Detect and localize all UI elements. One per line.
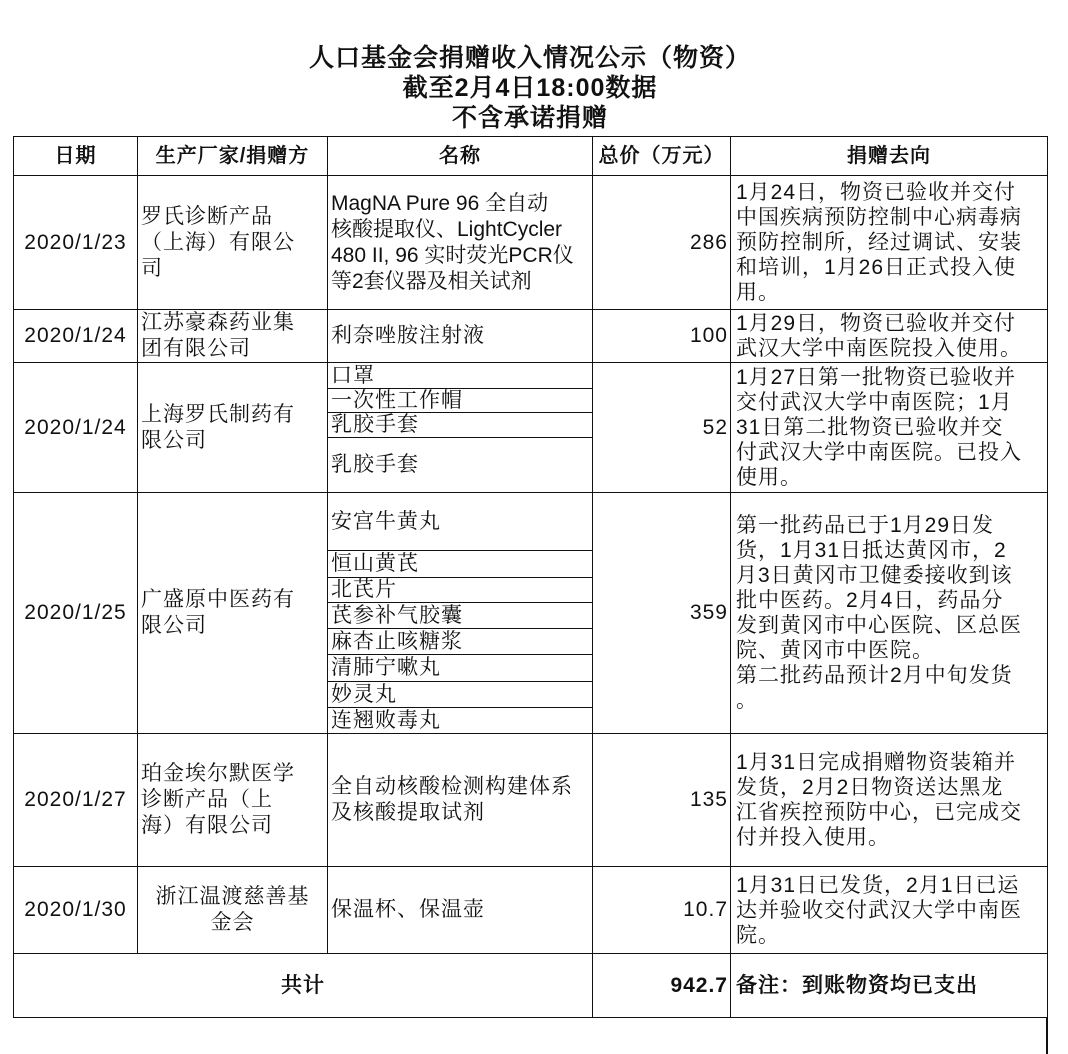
table-row — [14, 493, 1048, 551]
row-5-date: 2020/1/27 — [14, 734, 138, 867]
row-3-date: 2020/1/24 — [14, 363, 138, 493]
total-label: 共计 — [14, 954, 593, 1018]
row-2-donor: 江苏豪森药业集 团有限公司 — [138, 310, 328, 363]
row-4-item-1: 安宫牛黄丸 — [328, 493, 593, 551]
row-5-item: 全自动核酸检测构建体系 及核酸提取试剂 — [328, 734, 593, 867]
row-4-item-6: 清肺宁嗽丸 — [328, 655, 593, 682]
row-5-total: 135 — [593, 734, 731, 867]
row-2-destination: 1月29日，物资已验收并交付 武汉大学中南医院投入使用。 — [731, 310, 1048, 363]
row-5-destination: 1月31日完成捐赠物资装箱并 发货，2月2日物资送达黑龙 江省疾控预防中心，已完成交 付并投入使用。 — [731, 734, 1048, 867]
row-2-total: 100 — [593, 310, 731, 363]
row-6-total: 10.7 — [593, 867, 731, 954]
grand-total-value: 942.7 — [593, 954, 731, 1018]
row-3-donor: 上海罗氏制药有 限公司 — [138, 363, 328, 493]
row-5-donor: 珀金埃尔默医学 诊断产品（上 海）有限公司 — [138, 734, 328, 867]
page-subtitle-cutoff: 截至2月4日18:00数据 — [402, 74, 658, 102]
row-4-item-7: 妙灵丸 — [328, 682, 593, 708]
table-row — [14, 363, 1048, 389]
header-destination: 捐赠去向 — [731, 137, 1048, 176]
header-donor: 生产厂家/捐赠方 — [138, 137, 328, 176]
row-4-donor: 广盛原中医药有 限公司 — [138, 493, 328, 734]
row-2-date: 2020/1/24 — [14, 310, 138, 363]
row-2-item: 利奈唑胺注射液 — [328, 310, 593, 363]
row-4-item-5: 麻杏止咳糖浆 — [328, 629, 593, 655]
row-4-item-4: 芪参补气胶囊 — [328, 603, 593, 629]
row-4-destination: 第一批药品已于1月29日发 货，1月31日抵达黄冈市，2 月3日黄冈市卫健委接收到该 批中医药。2月4日，药品分 发到黄冈市中心医院、区总医 院、黄冈市中医院。 第二批药品预计2月中旬发货 。 — [731, 493, 1048, 734]
row-3-item-4: 乳胶手套 — [328, 438, 593, 493]
header-item-name: 名称 — [328, 137, 593, 176]
row-3-item-3: 乳胶手套 — [328, 413, 593, 438]
row-6-donor: 浙江温渡慈善基 金会 — [138, 867, 328, 954]
table-row — [14, 176, 1048, 310]
table-row — [14, 310, 1048, 363]
title-block — [13, 43, 1047, 133]
row-1-date: 2020/1/23 — [14, 176, 138, 310]
header-total-price: 总价（万元） — [593, 137, 731, 176]
row-4-total: 359 — [593, 493, 731, 734]
row-3-item-2: 一次性工作帽 — [328, 389, 593, 413]
row-4-item-8: 连翘败毒丸 — [328, 708, 593, 734]
row-4-date: 2020/1/25 — [14, 493, 138, 734]
row-3-destination: 1月27日第一批物资已验收并 交付武汉大学中南医院；1月 31日第二批物资已验收并交 付武汉大学中南医院。已投入 使用。 — [731, 363, 1048, 493]
row-1-item: MagNA Pure 96 全自动 核酸提取仪、LightCycler 480 II, 96 实时荧光PCR仪 等2套仪器及相关试剂 — [328, 176, 593, 310]
page-subtitle-note: 不含承诺捐赠 — [451, 104, 608, 132]
header-date: 日期 — [14, 137, 138, 176]
row-3-item-1: 口罩 — [328, 363, 593, 389]
total-row — [14, 954, 1048, 1018]
header-row — [14, 137, 1048, 176]
row-6-item: 保温杯、保温壶 — [328, 867, 593, 954]
row-3-total: 52 — [593, 363, 731, 493]
remark-note: 备注：到账物资均已支出 — [731, 954, 1048, 1018]
row-1-destination: 1月24日，物资已验收并交付 中国疾病预防控制中心病毒病 预防控制所，经过调试、安装 和培训，1月26日正式投入使 用。 — [731, 176, 1048, 310]
donation-table — [13, 136, 1048, 1018]
row-4-item-2: 恒山黄芪 — [328, 551, 593, 578]
row-1-donor: 罗氏诊断产品 （上海）有限公 司 — [138, 176, 328, 310]
row-4-item-3: 北芪片 — [328, 578, 593, 603]
row-6-date: 2020/1/30 — [14, 867, 138, 954]
page-title: 人口基金会捐赠收入情况公示（物资） — [308, 44, 751, 72]
table-row — [14, 734, 1048, 867]
right-edge-line — [1046, 1017, 1048, 1054]
table-row — [14, 867, 1048, 954]
row-1-total: 286 — [593, 176, 731, 310]
row-6-destination: 1月31日已发货，2月1日已运 达并验收交付武汉大学中南医 院。 — [731, 867, 1048, 954]
